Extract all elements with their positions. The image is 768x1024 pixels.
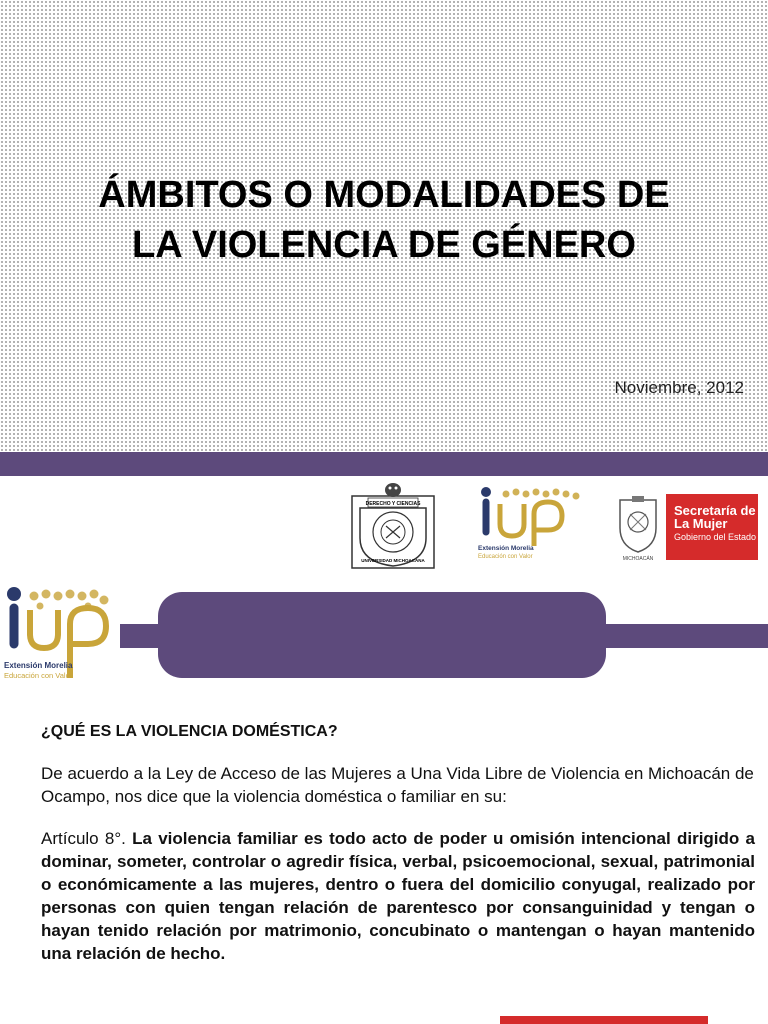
secretaria-line1: Secretaría de [674, 503, 756, 518]
logos-strip [0, 476, 768, 582]
intro-paragraph: De acuerdo a la Ley de Acceso de las Mujeres a Una Vida Libre de Violencia en Michoacán de Ocampo, nos dice que la violencia doméstica o familiar en su: [41, 764, 754, 806]
slide-body [41, 720, 755, 965]
red-accent-bar [500, 1016, 708, 1024]
slide-title-line2: LA VIOLENCIA DE GÉNERO [132, 224, 636, 266]
article-paragraph [41, 827, 755, 965]
iup-large-line1: Extensión Morelia [4, 661, 73, 670]
seal-top-text: DERECHO Y CIENCIAS [365, 501, 421, 507]
header-bar-right [590, 624, 768, 648]
purple-band [0, 452, 768, 476]
article-text: La violencia familiar es todo acto de poder u omisión intencional dirigido a dominar, someter, controlar o agredir física, verbal, psicoemocional, sexual, patrimonial o económicamente a las mujeres, dentro o fuera del domicilio conyugal, realizado por personas con quien tengan relación de parentesco por consanguinidad y tengan o hayan tenido relación por matrimonio, concubinato o mantengan o hayan mantenido una relación de hecho. [41, 829, 756, 963]
secretaria-line2: La Mujer [674, 516, 728, 531]
iup-small-line2: Educación con Valor [478, 554, 533, 560]
header-pill [158, 592, 606, 678]
secretaria-line3: Gobierno del Estado [674, 532, 757, 542]
iup-small-line1: Extensión Morelia [478, 545, 534, 552]
section-heading: ¿QUÉ ES LA VIOLENCIA DOMÉSTICA? [41, 723, 338, 740]
secretaria-mujer-logo [666, 494, 758, 560]
slide-date: Noviembre, 2012 [614, 378, 744, 397]
iup-logo-small [470, 484, 588, 568]
iup-large-line2: Educación con Valor [4, 671, 73, 680]
article-label: Artículo 8°. [41, 829, 133, 848]
slide-title [40, 170, 728, 270]
iup-logo-large [0, 582, 120, 686]
seal-bottom-text: UNIVERSIDAD MICHOACANA [361, 558, 425, 563]
gobierno-label: MICHOACÁN [622, 556, 654, 562]
gobierno-seal-logo [612, 494, 664, 556]
title-slide [0, 0, 768, 452]
university-seal-logo [346, 482, 440, 572]
slide-title-line1: ÁMBITOS O MODALIDADES DE [98, 174, 670, 216]
